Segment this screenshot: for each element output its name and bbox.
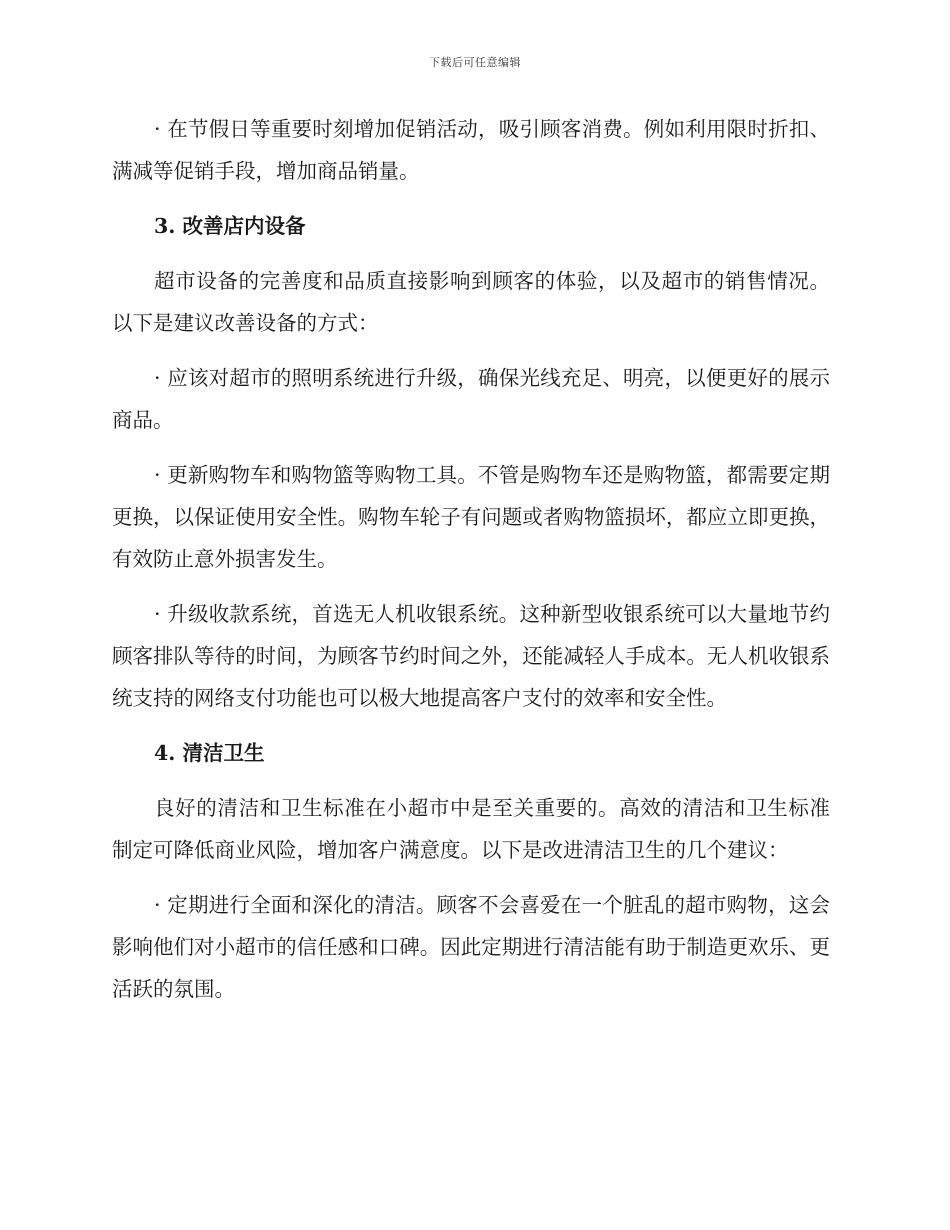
page-header: 下载后可任意编辑 xyxy=(429,56,521,69)
bullet-paragraph-checkout: · 升级收款系统，首选无人机收银系统。这种新型收银系统可以大量地节约顾客排队等待的时间，为顾客节约时间之外，还能减轻人手成本。无人机收银系统支持的网络支付功能也可以极大地提高客户支付的效率和安全性。 xyxy=(112,602,830,710)
bullet-paragraph-promotions: · 在节假日等重要时刻增加促销活动，吸引顾客消费。例如利用限时折扣、满减等促销手段，增加商品销量。 xyxy=(112,117,830,183)
bullet-paragraph-carts: · 更新购物车和购物篮等购物工具。不管是购物车还是购物篮，都需要定期更换，以保证使用安全性。购物车轮子有问题或者购物篮损坏，都应立即更换，有效防止意外损害发生。 xyxy=(112,463,830,571)
bullet-paragraph-lighting: · 应该对超市的照明系统进行升级，确保光线充足、明亮，以便更好的展示商品。 xyxy=(112,366,830,432)
document-body xyxy=(112,108,830,1023)
paragraph-cleaning-intro: 良好的清洁和卫生标准在小超市中是至关重要的。高效的清洁和卫生标准制定可降低商业风险，增加客户满意度。以下是改进清洁卫生的几个建议： xyxy=(112,796,830,862)
paragraph-equipment-intro: 超市设备的完善度和品质直接影响到顾客的体验，以及超市的销售情况。以下是建议改善设备的方式： xyxy=(112,269,830,335)
section-heading-equipment: 3. 改善店内设备 xyxy=(154,214,306,238)
section-heading-cleaning: 4. 清洁卫生 xyxy=(154,741,265,765)
bullet-paragraph-deep-cleaning: · 定期进行全面和深化的清洁。顾客不会喜爱在一个脏乱的超市购物，这会影响他们对小超市的信任感和口碑。因此定期进行清洁能有助于制造更欢乐、更活跃的氛围。 xyxy=(112,893,830,1001)
